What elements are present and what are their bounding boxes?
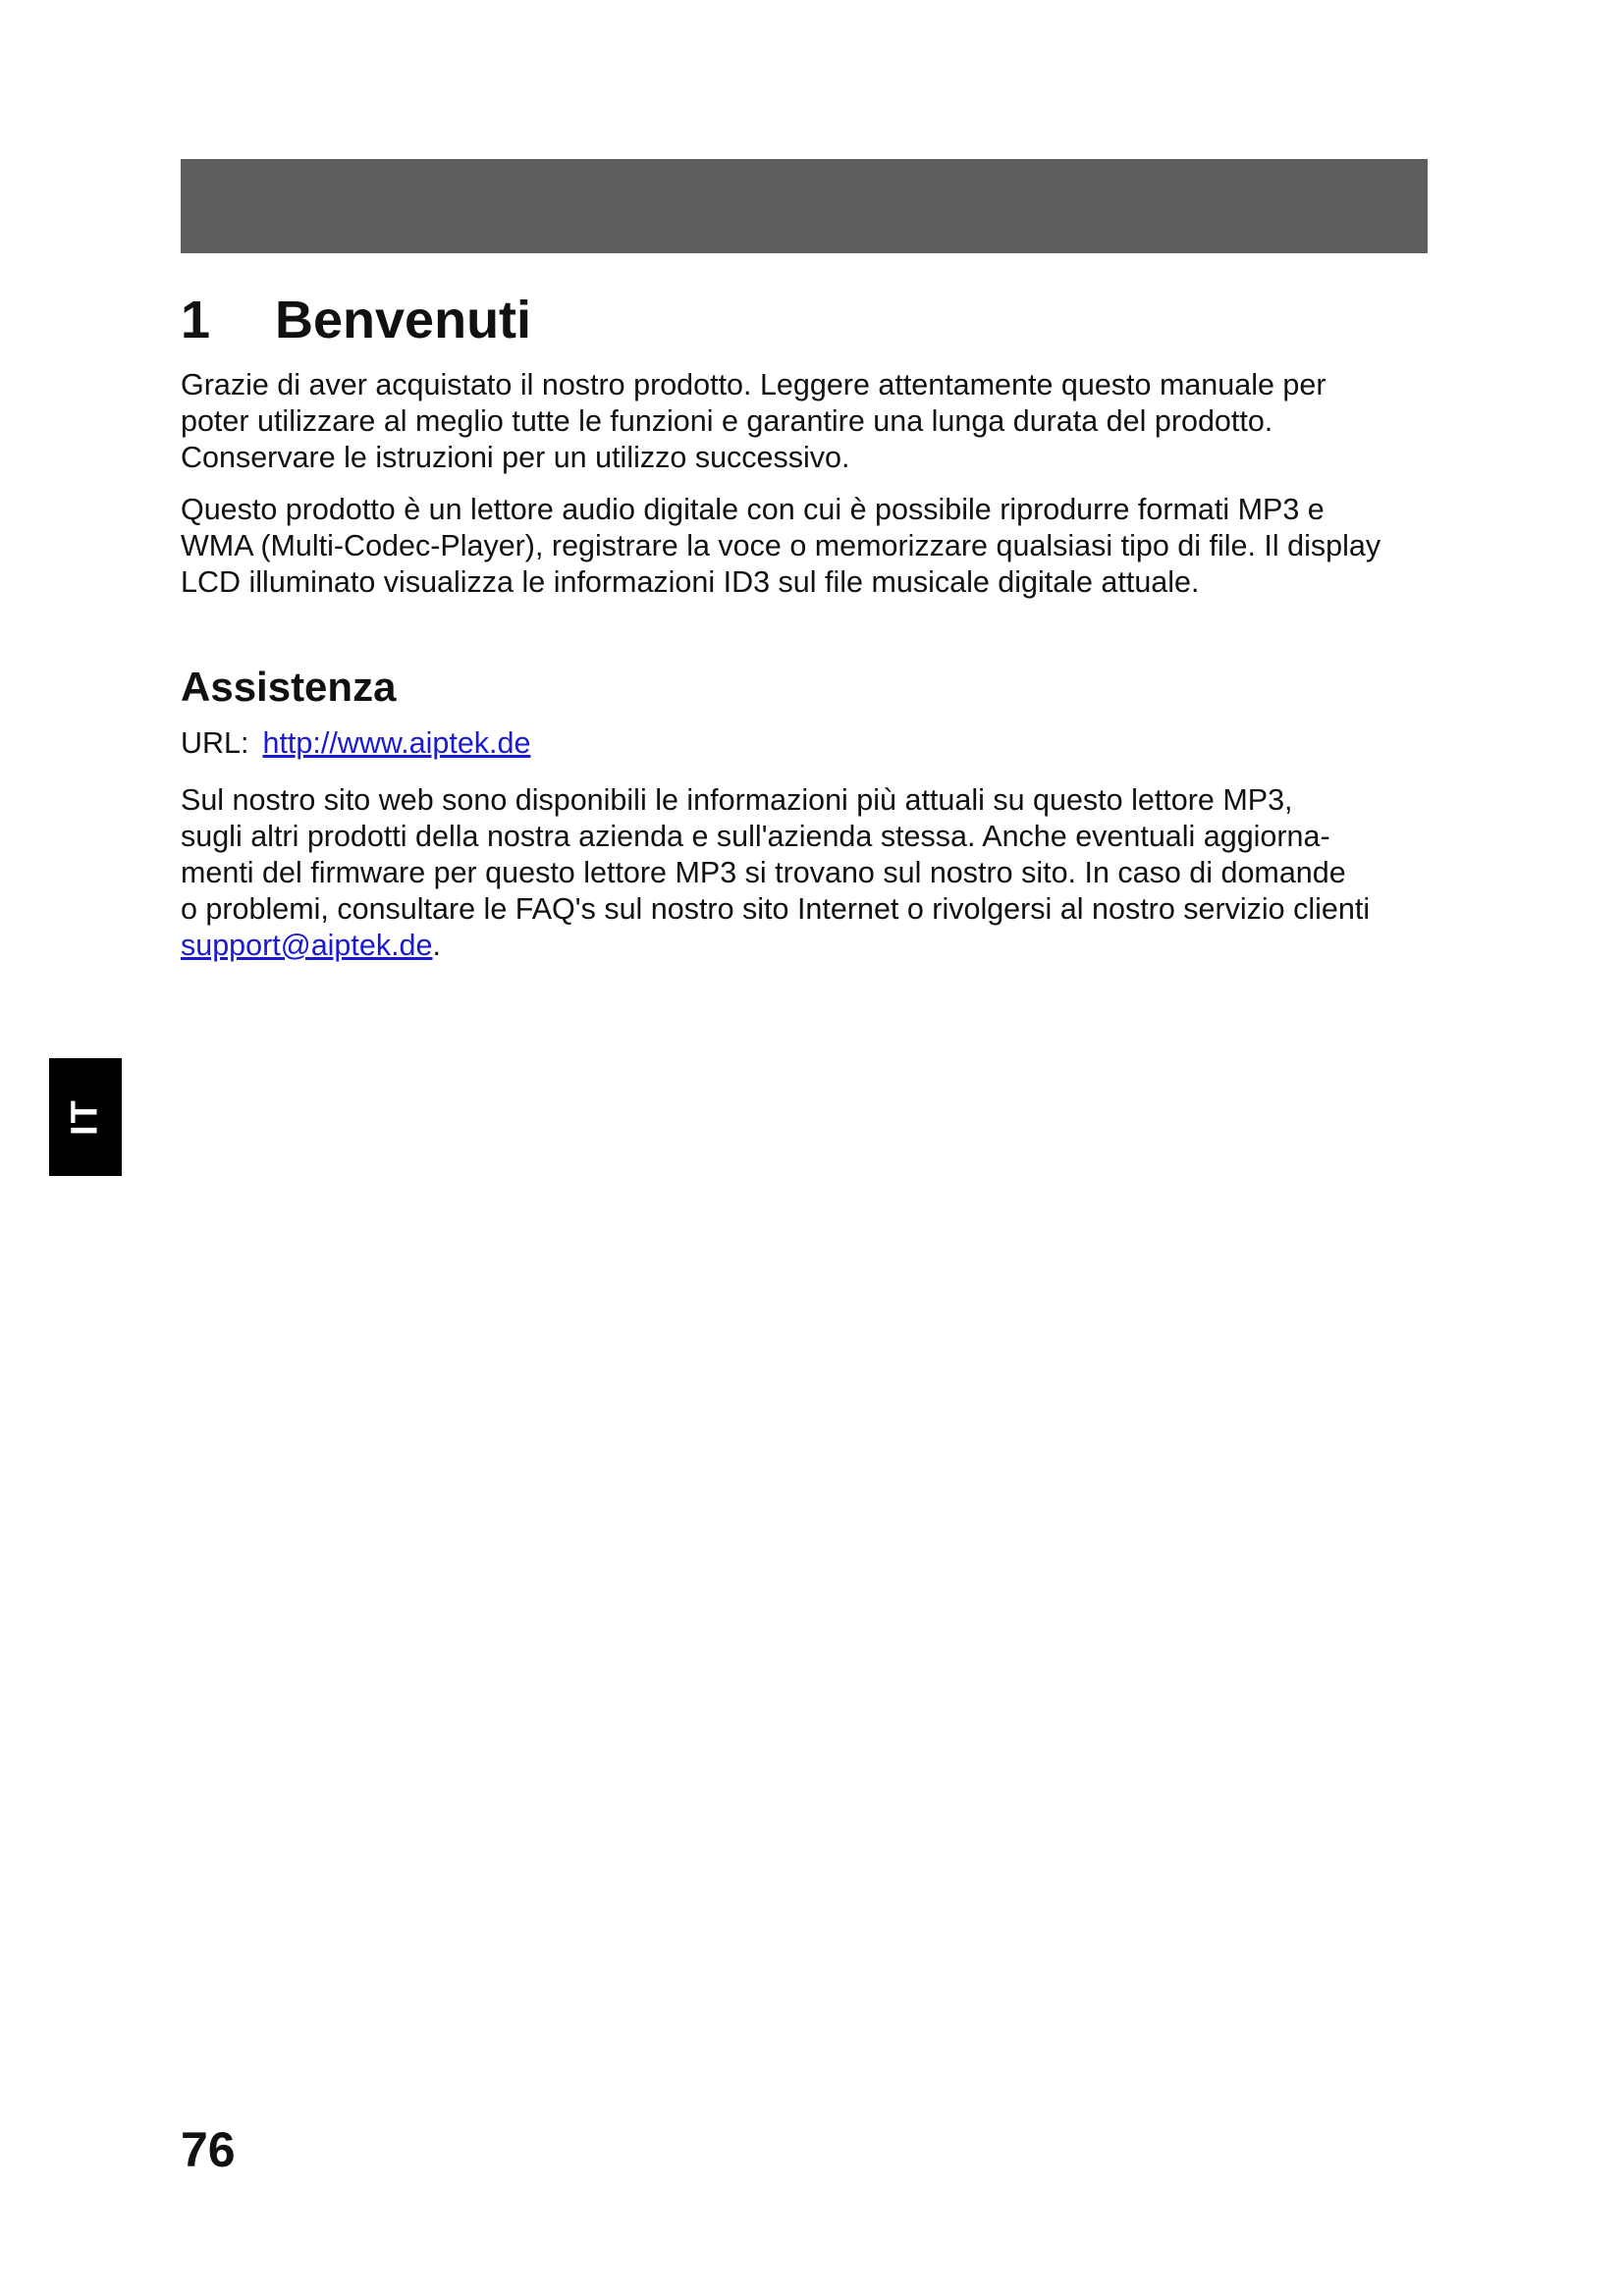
text-line: menti del firmware per questo lettore MP3 si trovano sul nostro sito. In caso di domande xyxy=(181,856,1346,889)
header-bar xyxy=(181,159,1428,253)
text-line: Grazie di aver acquistato il nostro prodotto. Leggere attentamente questo manuale per xyxy=(181,368,1326,401)
assistenza-paragraph xyxy=(181,782,1437,964)
website-link[interactable]: http://www.aiptek.de xyxy=(262,726,531,760)
url-label: URL: xyxy=(181,726,249,760)
text-line: sugli altri prodotti della nostra azienda e sull'azienda stessa. Anche eventuali aggiorna- xyxy=(181,820,1330,853)
intro-paragraph-2 xyxy=(181,492,1437,601)
text-line: Questo prodotto è un lettore audio digitale con cui è possibile riprodurre formati MP3 e xyxy=(181,493,1325,526)
chapter-title-text: Benvenuti xyxy=(275,291,532,349)
text-line: Conservare le istruzioni per un utilizzo successivo. xyxy=(181,441,850,474)
text-line: o problemi, consultare le FAQ's sul nostro sito Internet o rivolgersi al nostro servizio clienti xyxy=(181,892,1371,926)
chapter-number: 1 xyxy=(181,291,211,349)
language-tab xyxy=(49,1058,122,1176)
text-line: LCD illuminato visualizza le informazioni ID3 sul file musicale digitale attuale. xyxy=(181,565,1200,599)
email-suffix: . xyxy=(432,929,441,962)
support-email-link[interactable]: support@aiptek.de xyxy=(181,929,433,962)
page-number: 76 xyxy=(181,2122,236,2177)
text-line: Sul nostro sito web sono disponibili le informazioni più attuali su questo lettore MP3, xyxy=(181,783,1293,817)
text-line: WMA (Multi-Codec-Player), registrare la voce o memorizzare qualsiasi tipo di file. Il display xyxy=(181,529,1381,562)
language-tab-label: IT xyxy=(64,1098,106,1136)
text-line: poter utilizzare al meglio tutte le funzioni e garantire una lunga durata del prodotto. xyxy=(181,404,1273,438)
text-line xyxy=(181,928,1437,964)
section-title-assistenza: Assistenza xyxy=(181,664,397,710)
intro-paragraph-1 xyxy=(181,367,1437,476)
chapter-title xyxy=(181,289,531,351)
url-line xyxy=(181,725,530,762)
